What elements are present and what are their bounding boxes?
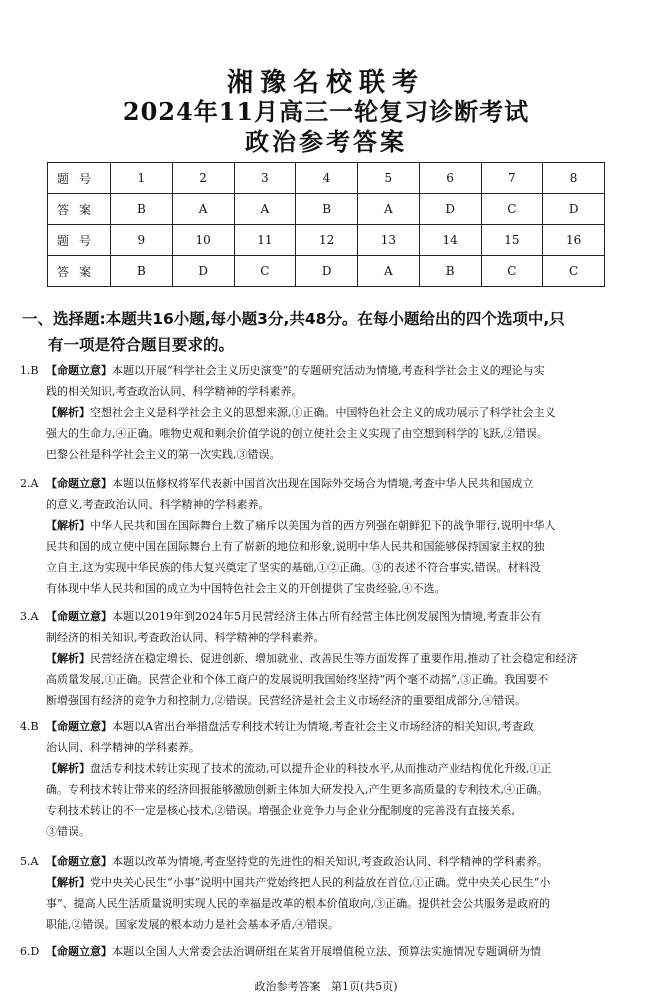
intent-text: 本题以A省出台举措盘活专利技术转让为情境,考查社会主义市场经济的相关知识,考查政 xyxy=(112,720,534,733)
question-3 xyxy=(20,606,640,711)
answer-table-row-numbers-2 xyxy=(48,225,605,256)
analysis-line xyxy=(20,872,640,893)
table-cell: B xyxy=(419,256,481,287)
analysis-line: 断增强国有经济的竞争力和控制力,②错误。民营经济是社会主义市场经济的重要组成部分,④错误。 xyxy=(46,694,526,707)
intent-tag: 【命题立意】 xyxy=(46,364,112,377)
table-cell: 12 xyxy=(296,225,358,256)
table-cell: C xyxy=(481,194,543,225)
table-cell: 7 xyxy=(481,163,543,194)
analysis-line: 巴黎公社是科学社会主义的第一次实践,③错误。 xyxy=(46,448,281,461)
analysis-line: 专利技术转让的不一定是核心技术,②错误。增强企业竞争力与企业分配制度的完善没有直接关系, xyxy=(46,804,515,817)
analysis-tag: 【解析】 xyxy=(46,762,90,775)
table-cell: 16 xyxy=(543,225,605,256)
exam-title-line1: 湘豫名校联考 xyxy=(226,68,425,98)
analysis-line: 事”、提高人民生活质量说明实现人民的幸福是改革的根本价值取向,③正确。提供社会公共服务是政府的 xyxy=(46,897,551,910)
intent-tag: 【命题立意】 xyxy=(46,945,112,958)
table-cell: B xyxy=(111,256,173,287)
table-cell: A xyxy=(234,194,296,225)
table-cell: 9 xyxy=(111,225,173,256)
section-heading-line1: 一、选择题:本题共16小题,每小题3分,共48分。在每小题给出的四个选项中,只 xyxy=(22,310,565,328)
analysis-line xyxy=(20,758,640,779)
question-number: 5.A xyxy=(20,855,39,868)
table-cell: A xyxy=(358,194,420,225)
table-cell: 8 xyxy=(543,163,605,194)
footer-subject: 政治参考答案 xyxy=(254,980,321,993)
intent-line xyxy=(20,716,640,737)
analysis-tag: 【解析】 xyxy=(46,652,90,665)
answer-table xyxy=(47,162,605,287)
analysis-tag: 【解析】 xyxy=(46,876,90,889)
intent-text: 本题以开展“科学社会主义历史演变”的专题研究活动为情境,考查科学社会主义的理论与实 xyxy=(112,364,545,377)
intent-line: 的意义,考查政治认同、科学精神的学科素养。 xyxy=(46,498,270,511)
footer-page-number: 第1页(共5页) xyxy=(330,980,398,993)
answer-table-row-numbers-1 xyxy=(48,163,605,194)
question-number: 4.B xyxy=(20,720,39,733)
table-cell: A xyxy=(172,194,234,225)
question-1 xyxy=(20,360,640,465)
table-cell: 15 xyxy=(481,225,543,256)
table-cell: 5 xyxy=(358,163,420,194)
intent-line: 践的相关知识,考查政治认同、科学精神的学科素养。 xyxy=(46,385,303,398)
analysis-tag: 【解析】 xyxy=(46,519,90,532)
page-footer xyxy=(0,978,652,994)
analysis-text: 党中央关心民生“小事”说明中国共产党始终把人民的利益放在首位,①正确。党中央关心民生“小 xyxy=(90,876,551,889)
analysis-line xyxy=(20,402,640,423)
analysis-line: 立自主,这为实现中华民族的伟大复兴奠定了坚实的基础,①②正确。③的表述不符合事实,错误。材料没 xyxy=(46,561,541,574)
intent-line xyxy=(20,606,640,627)
table-cell: 2 xyxy=(172,163,234,194)
section-heading xyxy=(22,306,644,358)
question-number: 3.A xyxy=(20,610,39,623)
table-cell: B xyxy=(111,194,173,225)
exam-title-line2: 2024年11月高三一轮复习诊断考试 xyxy=(122,97,530,126)
table-cell: 3 xyxy=(234,163,296,194)
intent-line: 治认同、科学精神的学科素养。 xyxy=(46,741,200,754)
table-cell: D xyxy=(172,256,234,287)
table-cell: 11 xyxy=(234,225,296,256)
analysis-text: 中华人民共和国在国际舞台上数了痛斥以美国为首的西方列强在朝鲜犯下的战争罪行,说明中华人 xyxy=(90,519,556,532)
table-cell: 1 xyxy=(111,163,173,194)
analysis-line: 有体现中华人民共和国的成立为中国特色社会主义的开创提供了宝贵经验,④不选。 xyxy=(46,582,446,595)
row-label-question-number: 题号 xyxy=(48,163,111,194)
table-cell: C xyxy=(543,256,605,287)
analysis-line: 确。专利技术转让带来的经济回报能够激励创新主体加大研发投入,产生更多高质量的专利技术,④正确。 xyxy=(46,783,548,796)
analysis-line: 高质量发展,①正确。民营企业和个体工商户的发展说明我国始终坚持“两个毫不动摇”,③正确。我国要不 xyxy=(46,673,549,686)
intent-line xyxy=(20,473,640,494)
analysis-line xyxy=(20,515,640,536)
question-number: 2.A xyxy=(20,477,39,490)
intent-line: 制经济的相关知识,考查政治认同、科学精神的学科素养。 xyxy=(46,631,325,644)
intent-line xyxy=(20,851,640,872)
analysis-line xyxy=(20,648,640,669)
table-cell: D xyxy=(419,194,481,225)
analysis-text: 空想社会主义是科学社会主义的思想来源,①正确。中国特色社会主义的成功展示了科学社会主义 xyxy=(90,406,556,419)
question-6 xyxy=(20,941,640,962)
intent-tag: 【命题立意】 xyxy=(46,855,112,868)
intent-line xyxy=(20,360,640,381)
table-cell: 10 xyxy=(172,225,234,256)
row-label-answer: 答案 xyxy=(48,194,111,225)
analysis-line: 民共和国的成立使中国在国际舞台上有了崭新的地位和形象,说明中华人民共和国能够保持国家主权的独 xyxy=(46,540,545,553)
answer-table-row-answers-2 xyxy=(48,256,605,287)
question-number: 1.B xyxy=(20,364,39,377)
table-cell: D xyxy=(296,256,358,287)
exam-title-line3: 政治参考答案 xyxy=(245,127,407,156)
intent-text: 本题以全国人大常委会法治调研组在某省开展增值税立法、预算法实施情况专题调研为情 xyxy=(112,945,541,958)
analysis-text: 盘活专利技术转让实现了技术的流动,可以提升企业的科技水平,从而推动产业结构优化升级,①正 xyxy=(90,762,552,775)
analysis-line: ③错误。 xyxy=(46,825,90,838)
analysis-text: 民营经济在稳定增长、促进创新、增加就业、改善民生等方面发挥了重要作用,推动了社会稳定和经济 xyxy=(90,652,578,665)
table-cell: 4 xyxy=(296,163,358,194)
question-number: 6.D xyxy=(20,945,40,958)
row-label-answer: 答案 xyxy=(48,256,111,287)
answer-table-row-answers-1 xyxy=(48,194,605,225)
intent-text: 本题以2019年到2024年5月民营经济主体占所有经营主体比例发展图为情境,考查非公有 xyxy=(112,610,542,623)
question-4 xyxy=(20,716,640,842)
intent-tag: 【命题立意】 xyxy=(46,477,112,490)
analysis-line: 强大的生命力,④正确。唯物史观和剩余价值学说的创立使社会主义实现了由空想到科学的飞跃,②错误。 xyxy=(46,427,548,440)
table-cell: 6 xyxy=(419,163,481,194)
intent-line xyxy=(20,941,640,962)
intent-text: 本题以伍修权将军代表新中国首次出现在国际外交场合为情境,考查中华人民共和国成立 xyxy=(112,477,534,490)
table-cell: A xyxy=(358,256,420,287)
intent-tag: 【命题立意】 xyxy=(46,720,112,733)
section-heading-line2: 有一项是符合题目要求的。 xyxy=(48,336,235,354)
analysis-line: 职能,②错误。国家发展的根本动力是社会基本矛盾,④错误。 xyxy=(46,918,339,931)
table-cell: B xyxy=(296,194,358,225)
row-label-question-number: 题号 xyxy=(48,225,111,256)
table-cell: C xyxy=(481,256,543,287)
table-cell: C xyxy=(234,256,296,287)
intent-tag: 【命题立意】 xyxy=(46,610,112,623)
analysis-tag: 【解析】 xyxy=(46,406,90,419)
question-5 xyxy=(20,851,640,935)
table-cell: 14 xyxy=(419,225,481,256)
table-cell: 13 xyxy=(358,225,420,256)
question-2 xyxy=(20,473,640,599)
intent-text: 本题以改革为情境,考查坚持党的先进性的相关知识,考查政治认同、科学精神的学科素养。 xyxy=(112,855,548,868)
table-cell: D xyxy=(543,194,605,225)
